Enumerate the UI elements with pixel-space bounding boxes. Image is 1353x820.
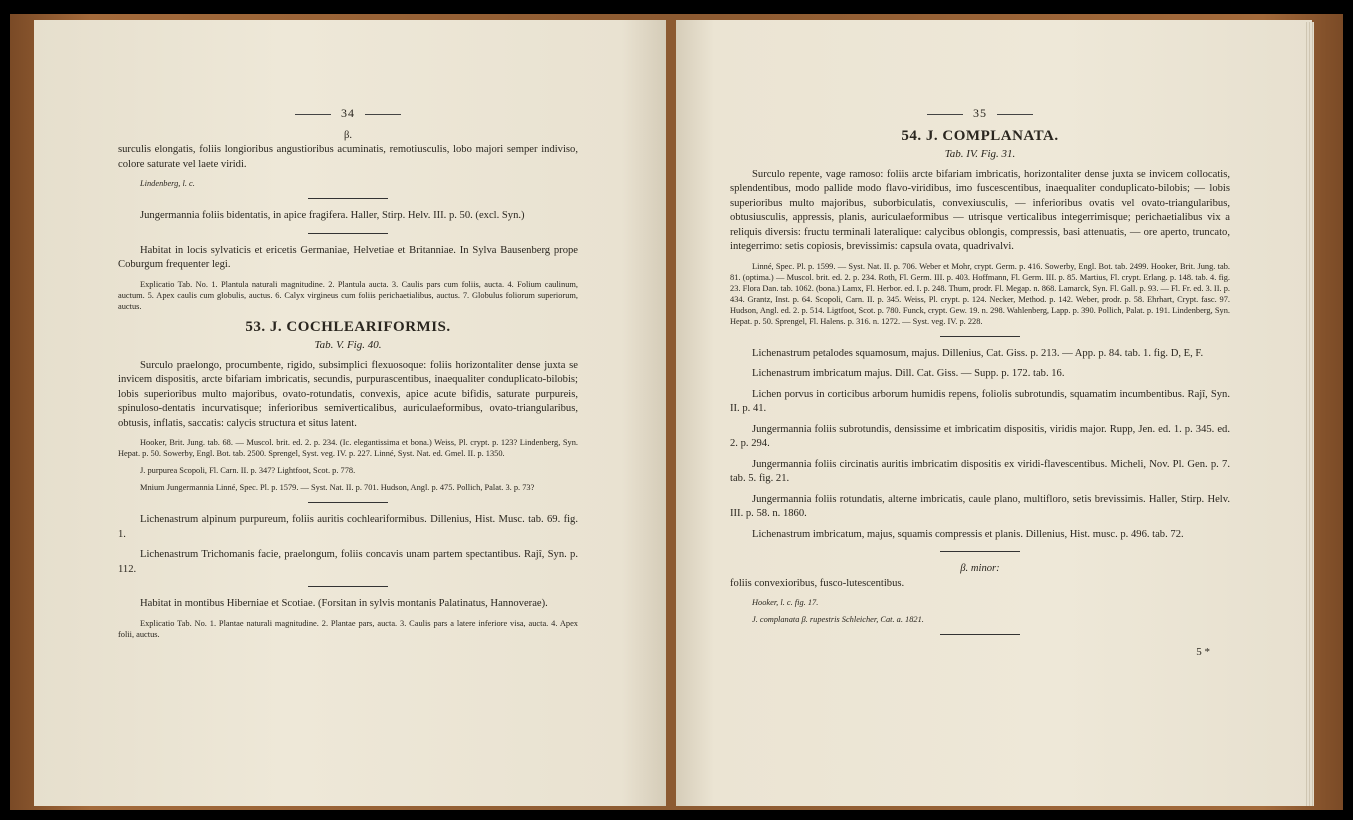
beta-reference: Hooker, l. c. fig. 17. — [752, 598, 819, 607]
literature-references: Linné, Spec. Pl. p. 1599. — Syst. Nat. II. p. 706. Weber et Mohr, crypt. Germ. p. 416. Sowerby, Engl. Bot. tab. 2499. Hooker, Brit. Jung. tab. 81. (optima.) — Muscol. brit. ed. 2. p. 234. Roth, Fl. Germ. III. p. 403. Hoffmann, Fl. Germ. III. p. 85. Martius, Fl. crypt. Erlang. p. 148. tab. 4. fig. 23. Flora Dan. tab. 1062. (bona.) Lamx, Fl. Herbor. ed. I. p. 248. Thum, prodr. Fl. Megap. n. 868. Lamarck, Syn. Fl. Gall. p. 93. — Fl. Fr. ed. 3. II. p. 434. Grantz, Inst. p. 64. Scopoli, Carn. II. p. 345. Weiss, Pl. crypt. p. 124. Necker, Method. p. 142. Weber, prodr. p. 58. Ehrhart, Crypt. fasc. 97. Hudson, Angl. ed. 2. p. 514. Ligtfoot, Scot. p. 780. Funck, crypt. Gew. 19. n. 298. Wahlenberg, Lapp. p. 390. Pollich, Palat. p. 191. Lindenberg, Syn. Hepat. p. 50. Sprengel, Fl. Halens. p. 316. n. 1272. — Syst. veg. IV. p. 228. — [730, 261, 1230, 326]
left-page — [34, 20, 666, 806]
right-page — [676, 20, 1312, 806]
divider — [308, 586, 388, 587]
page-number-left: 34 — [118, 106, 578, 121]
divider — [308, 198, 388, 199]
species-description: Surculo praelongo, procumbente, rigido, subsimplici flexuosoque: foliis horizontaliter dense juxta se invicem dispositis, arcte bifariam imbricatis, secundis, purpurascentibus, inaequaliter conduplicato-bilobis; lobis superioribus multo majoribus, ovato-rotundatis, convexis, apice acute bifidis, saturate purpureis, spinuloso-dentatis incurvatisque; inferioribus semiverticalibus, auriculaeformibus, ovato-triangularibus, obtusis, inflatis, saccatis: calycis structura et situs latent. — [118, 359, 578, 429]
beta-reference: Lindenberg, l. c. — [140, 179, 195, 188]
synonym: Jungermannia foliis circinatis auritis imbricatim dispositis ex viridi-flavescentibus. Micheli, Nov. Pl. Gen. p. 7. tab. 5. fig. 21. — [730, 458, 1230, 484]
tab-reference: Tab. IV. Fig. 31. — [944, 148, 1016, 160]
explicatio-tab: Explicatio Tab. No. 1. Plantula naturali magnitudine. 2. Plantula aucta. 3. Caulis pars cum foliis, aucta. 4. Folium caulinum, auctum. 5. Apex caulis cum globulis, auctus. 6. Calyx virgineus cum foliis perichaetialibus, auctus. 7. Globulus foliorum superiorum, auctus. — [118, 279, 578, 311]
species-heading-53: 53. J. COCHLEARIFORMIS. — [245, 318, 451, 335]
beta-label: β. — [343, 129, 353, 141]
beta-description: surculis elongatis, foliis longioribus angustioribus acuminatis, remotiusculis, lobo majori semper indiviso, colore saturate vel laete viridi. — [118, 144, 578, 170]
tab-reference: Tab. V. Fig. 40. — [314, 339, 382, 351]
page-number-right: 35 — [730, 106, 1230, 121]
literature-references: J. purpurea Scopoli, Fl. Carn. II. p. 347? Lightfoot, Scot. p. 778. — [140, 466, 356, 475]
synonym: Lichenastrum imbricatum majus. Dill. Cat. Giss. — Supp. p. 172. tab. 16. — [752, 368, 1065, 379]
divider — [308, 502, 388, 503]
literature-references: Mnium Jungermannia Linné, Spec. Pl. p. 1579. — Syst. Nat. II. p. 701. Hudson, Angl. p. 475. Pollich, Palat. 3. p. 73? — [140, 483, 535, 492]
synonym: Lichenastrum imbricatum, majus, squamis compressis et planis. Dillenius, Hist. musc. p. 496. tab. 72. — [752, 528, 1184, 540]
page-edges — [1306, 22, 1314, 806]
divider — [940, 551, 1020, 552]
synonym-jungermannia: Jungermannia foliis bidentatis, in apice fragifera. Haller, Stirp. Helv. III. p. 50. (excl. Syn.) — [140, 210, 525, 221]
beta-reference: J. complanata β. rupestris Schleicher, Cat. a. 1821. — [752, 615, 924, 624]
species-heading-54: 54. J. COMPLANATA. — [901, 127, 1059, 144]
synonym: Jungermannia foliis rotundatis, alterne imbricatis, caule plano, multifloro, setis brevissimis. Haller, Stirp. Helv. III. p. 58. n. 1860. — [730, 493, 1230, 519]
right-page-content — [730, 106, 1230, 660]
divider — [308, 233, 388, 234]
habitat-text: Habitat in montibus Hiberniae et Scotiae. (Forsitan in sylvis montanis Palatinatus, Hannoverae). — [140, 598, 548, 609]
signature-mark: 5 * — [1196, 646, 1210, 658]
synonym-lichenastrum: Lichenastrum Trichomanis facie, praelongum, foliis concavis unam partem spectantibus. Rajî, Syn. p. 112. — [118, 549, 578, 575]
synonym: Lichen porvus in corticibus arborum humidis repens, foliolis subrotundis, squamatim incumbentibus. Rajî, Syn. II. p. 41. — [730, 388, 1230, 414]
habitat-text: Habitat in locis sylvaticis et ericetis Germaniae, Helvetiae et Britanniae. In Sylva Bausenberg prope Coburgum frequenter legi. — [118, 244, 578, 270]
explicatio-tab: Explicatio Tab. No. 1. Plantae naturali magnitudine. 2. Plantae pars, aucta. 3. Caulis pars a latere inferiore visa, aucta. 4. Apex folii, auctus. — [118, 618, 578, 639]
literature-references: Hooker, Brit. Jung. tab. 68. — Muscol. brit. ed. 2. p. 234. (Ic. elegantissima et bona.) Weiss, Pl. crypt. p. 123? Lindenberg, Syn. Hepat. p. 50. Sowerby, Engl. Bot. tab. 2500. Sprengel, Syst. veg. IV. p. 227. Linné, Syst. Nat. ed. Gmel. II. p. 1350. — [118, 438, 578, 458]
divider — [940, 336, 1020, 337]
beta-label: β. minor: — [960, 563, 1000, 574]
divider — [940, 634, 1020, 635]
beta-description: foliis convexioribus, fusco-lutescentibus. — [730, 577, 905, 589]
left-page-content — [118, 106, 578, 646]
synonym-lichenastrum: Lichenastrum alpinum purpureum, foliis auritis cochleariformibus. Dillenius, Hist. Musc. tab. 69. fig. 1. — [118, 514, 578, 540]
synonym: Jungermannia foliis subrotundis, densissime et imbricatim dispositis, viridis major. Rupp, Jen. ed. 1. p. 345. ed. 2. p. 294. — [730, 423, 1230, 449]
species-description: Surculo repente, vage ramoso: foliis arcte bifariam imbricatis, horizontaliter dense juxta se invicem collocatis, splendentibus, modo pallide modo flavo-viridibus, imo fuscescentibus, inaequaliter conduplicato-bilobis; — lobis superioribus multo majoribus, suborbiculatis, convexiusculis, — inferioribus ovatis vel ovato-triangularibus, obtusiusculis, appressis, planis, auriculaeformibus — utrisque verticalibus integerrimisque; perichaetialibus vix a reliquis diversis: fructu terminali lateralique: calycibus oblongis, compressis, basi attenuatis, — ore aperto, truncato, integerrimo: setis copiosis, brevissimis: capsula ovata, quadrivalvi. — [730, 168, 1230, 252]
synonym: Lichenastrum petalodes squamosum, majus. Dillenius, Cat. Giss. p. 213. — App. p. 84. tab. 1. fig. D, E, F. — [752, 347, 1204, 359]
